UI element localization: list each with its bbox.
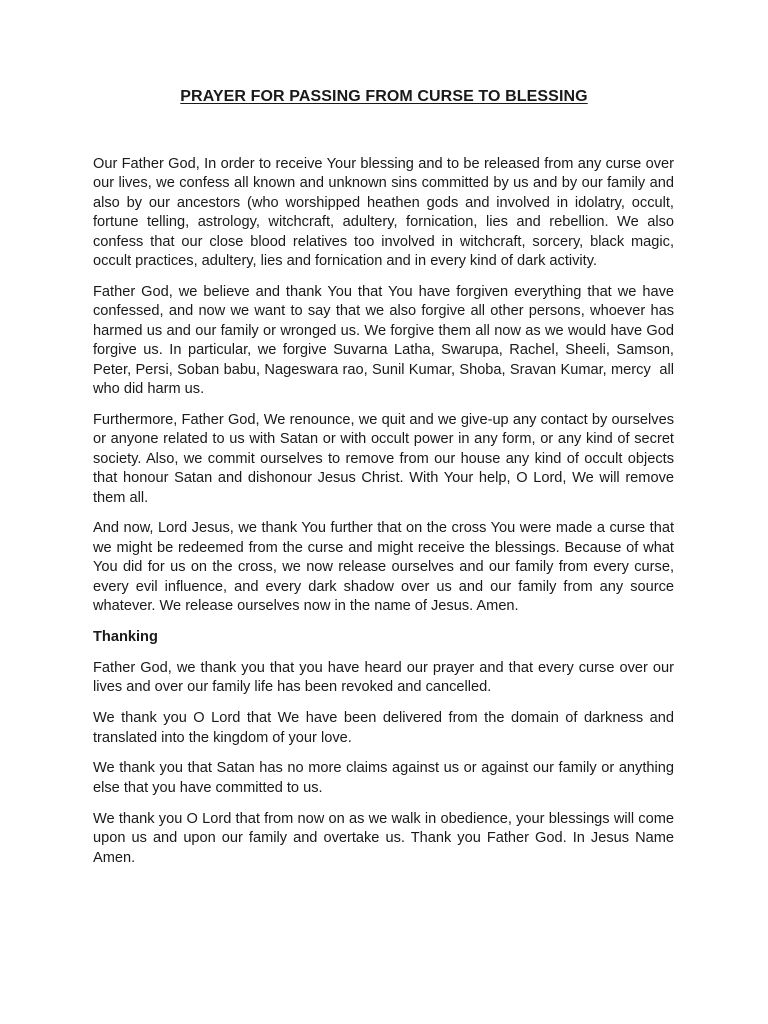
document-body [93,155,679,880]
confession-paragraph: Our Father God, In order to receive Your blessing and to be released from any curse over our lives, we confess all known and unknown sins committed by us and by our family and also by our ancestors (who worshipped heathen gods and involved in idolatry, occult, fortune telling, astrology, witchcraft, adultery, fornication, lies and rebellion. We also confess that our close blood relatives too involved in witchcraft, sorcery, black magic, occult practices, adultery, lies and fornication and in every kind of dark activity. [93,156,679,270]
thanking-paragraph: We thank you O Lord that We have been delivered from the domain of darkness and translated into the kingdom of your love. [93,710,679,746]
thanking-heading: Thanking [93,628,158,645]
thanking-paragraph: We thank you that Satan has no more claims against us or against our family or anything else that you have committed to us. [93,760,679,796]
forgiveness-paragraph: Father God, we believe and thank You that You have forgiven everything that we have confessed, and now we want to say that we also forgive all other persons, whoever has harmed us and our family or wronged us. We forgive them all now as we would have God forgive us. In particular, we forgive Suvarna Latha, Swarupa, Rachel, Sheeli, Samson, Peter, Persi, Soban babu, Nageswara rao, Sunil Kumar, Shoba, Sravan Kumar, mercy all who did harm us. [93,283,679,397]
thanking-paragraph: Father God, we thank you that you have heard our prayer and that every curse over our lives and over our family life has been revoked and cancelled. [93,659,679,696]
release-paragraph: And now, Lord Jesus, we thank You further that on the cross You were made a curse that we might be redeemed from the curse and might receive the blessings. Because of what You did for us on the cross, we now release ourselves and our family from every curse, every evil influence, and every dark shadow over us and our family from any source whatever. We release ourselves now in the name of Jesus. Amen. [93,520,679,615]
thanking-paragraph: We thank you O Lord that from now on as we walk in obedience, your blessings will come upon us and upon our family and overtake us. Thank you Father God. In Jesus Name Amen. [93,810,679,866]
renunciation-paragraph: Furthermore, Father God, We renounce, we quit and we give-up any contact by ourselves or anyone related to us with Satan or with occult power in any form, or any kind of secret society. Also, we commit ourselves to remove from our house any kind of occult objects that honour Satan and dishonour Jesus Christ. With Your help, O Lord, We will remove them all. [93,411,679,506]
page-title: PRAYER FOR PASSING FROM CURSE TO BLESSING [180,88,588,105]
